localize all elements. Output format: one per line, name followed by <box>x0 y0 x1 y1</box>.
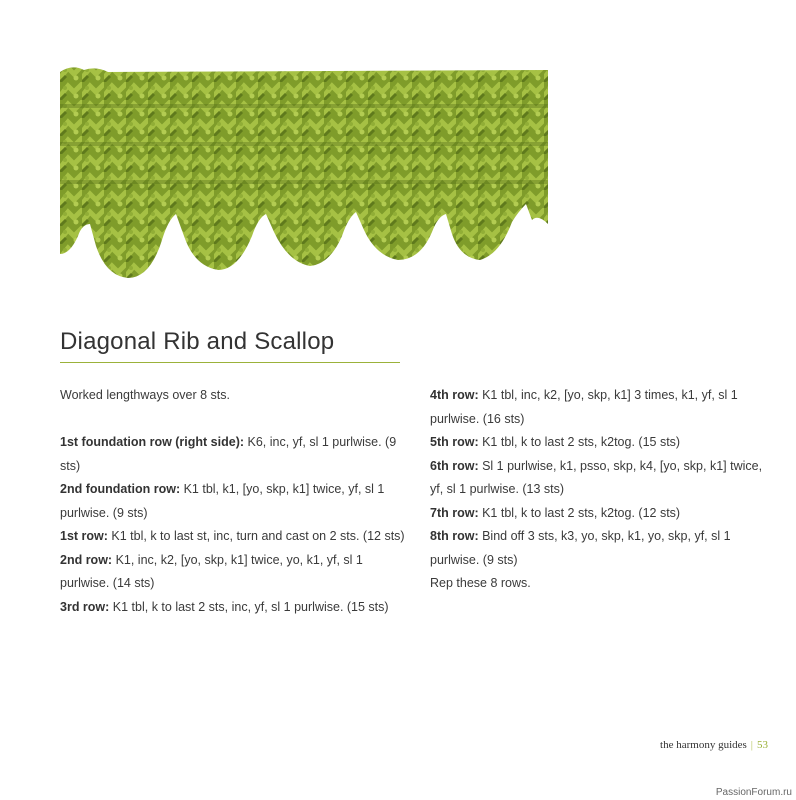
row-label: 6th row: <box>430 458 479 473</box>
row-instruction <box>60 478 405 525</box>
row-label: 4th row: <box>430 388 479 402</box>
page-footer <box>660 739 768 751</box>
row-text: K6, inc, yf, sl 1 purlwise. (9 sts) <box>60 435 397 473</box>
title-underline <box>60 362 400 363</box>
row-text: Bind off 3 sts, k3, yo, skp, k1, yo, skp, yf, sl 1 purlwise. (9 sts) <box>430 529 731 567</box>
row-text: K1 tbl, k1, [yo, skp, k1] twice, yf, sl 1 purlwise. (9 sts) <box>60 482 385 520</box>
row-text: K1 tbl, k to last 2 sts, inc, yf, sl 1 purlwise. (15 sts) <box>109 599 389 614</box>
scallop-edging <box>60 67 548 278</box>
row-text: K1 tbl, k to last st, inc, turn and cast on 2 sts. (12 sts) <box>107 529 405 543</box>
row-instruction <box>430 384 775 431</box>
row-instruction <box>430 525 775 572</box>
row-label: 1st foundation row (right side): <box>60 435 245 449</box>
row-text: K1 tbl, inc, k2, [yo, skp, k1] 3 times, k1, yf, sl 1 purlwise. (16 sts) <box>430 388 738 426</box>
row-instruction <box>60 549 405 596</box>
watermark: PassionForum.ru <box>715 787 792 798</box>
row-instruction <box>60 431 405 478</box>
row-text: Sl 1 purlwise, k1, psso, skp, k4, [yo, skp, k1] twice, yf, sl 1 purlwise. (13 sts) <box>430 458 763 496</box>
row-label: 8th row: <box>430 529 479 543</box>
instructions-left-column <box>60 384 405 619</box>
row-label: 3rd row: <box>60 599 110 614</box>
row-instruction <box>430 455 775 502</box>
book-title: the harmony guides <box>660 739 747 751</box>
intro-text: Worked lengthways over 8 sts. <box>60 388 230 402</box>
row-label: 2nd row: <box>60 552 113 567</box>
row-text: K1 tbl, k to last 2 sts, k2tog. (15 sts) <box>478 435 681 449</box>
row-instruction <box>430 431 775 455</box>
row-label: 7th row: <box>430 505 479 520</box>
row-instruction <box>60 525 405 549</box>
repeat-instruction: Rep these 8 rows. <box>430 576 531 590</box>
row-text: K1 tbl, k to last 2 sts, k2tog. (12 sts) <box>478 505 681 520</box>
footer-separator: | <box>750 739 753 751</box>
pattern-title: Diagonal Rib and Scallop <box>60 328 335 355</box>
row-text: K1, inc, k2, [yo, skp, k1] twice, yo, k1, yf, sl 1 purlwise. (14 sts) <box>60 552 363 590</box>
row-label: 1st row: <box>60 529 108 543</box>
knitted-swatch-image <box>60 64 548 286</box>
row-instruction <box>60 596 405 620</box>
instructions-right-column <box>430 384 775 596</box>
page-number: 53 <box>757 739 768 751</box>
row-label: 5th row: <box>430 435 479 449</box>
knitted-swatch-photo <box>60 64 548 286</box>
row-instruction <box>430 502 775 526</box>
row-label: 2nd foundation row: <box>60 482 181 496</box>
